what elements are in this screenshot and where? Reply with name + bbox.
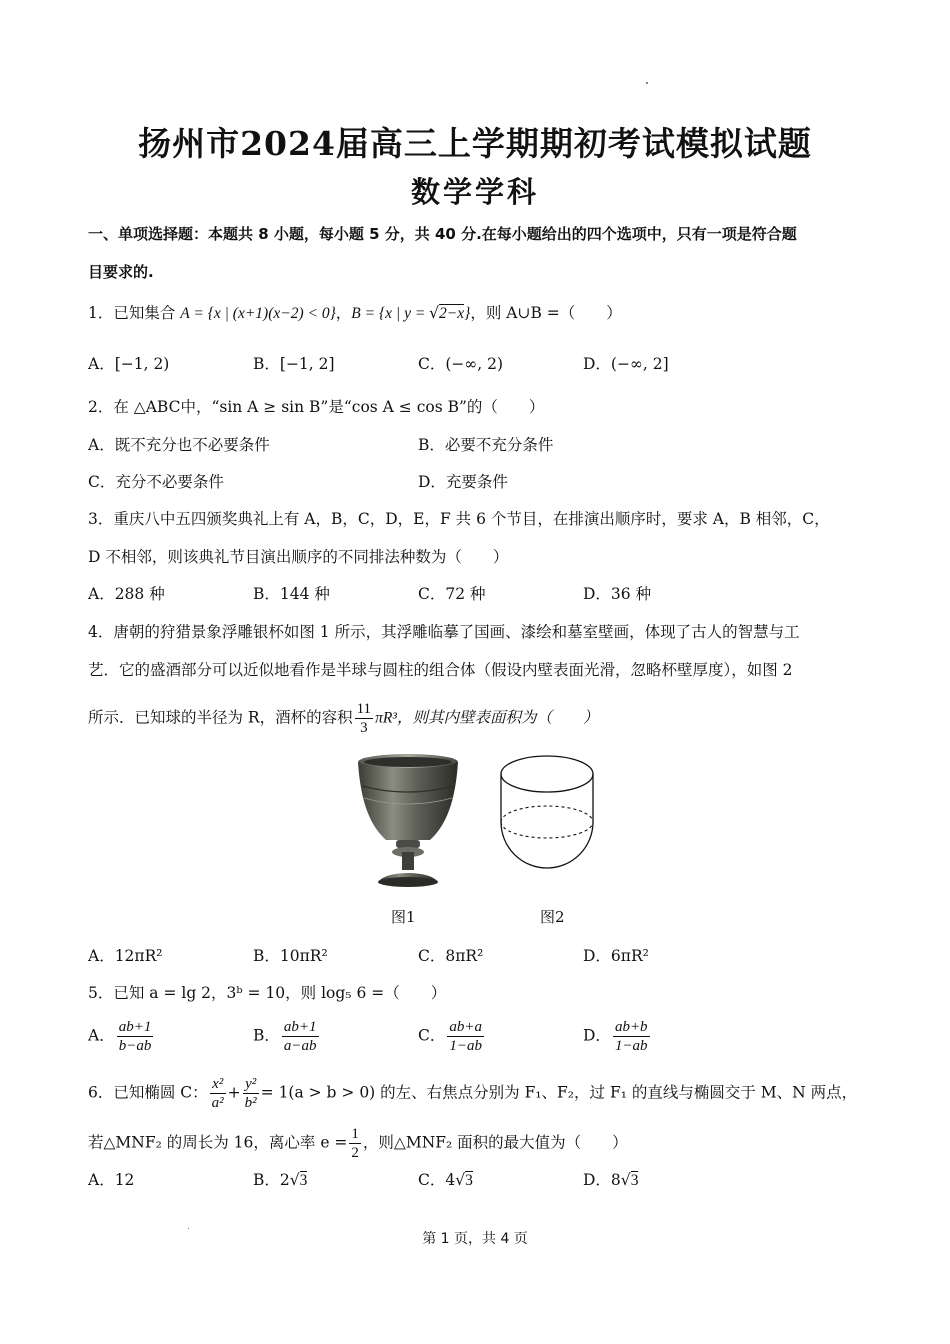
page-subtitle: 数学学科 — [410, 175, 539, 209]
question-3-option-a[interactable]: A．288 种 — [88, 585, 165, 603]
scan-dot — [646, 82, 648, 84]
question-1-stem: 1．已知集合 A = {x | (x+1)(x−2) < 0}，B = {x | y = √2−x}，则 A∪B =（ ） — [88, 304, 622, 322]
section-header-line2: 目要求的. — [88, 263, 154, 281]
figure-1-caption: 图1 — [391, 908, 416, 926]
volume-fraction: $\frac{11}{3}$ — [356, 701, 372, 736]
section-header-line1: 一、单项选择题：本题共 8 小题，每小题 5 分，共 40 分.在每小题给出的四个选项中，只有一项是符合题 — [88, 225, 797, 243]
question-3-line1: 3．重庆八中五四颁奖典礼上有 A，B，C，D，E，F 共 6 个节目，在排演出顺序时，要求 A，B 相邻，C， — [88, 510, 830, 528]
question-2-stem: 2．在 △ABC中，“sin A ≥ sin B”是“cos A ≤ cos B”的（ ） — [88, 398, 545, 416]
question-6-option-a[interactable]: A．12 — [88, 1171, 135, 1189]
page-footer: 第 1 页，共 4 页 — [422, 1231, 528, 1247]
question-2-option-d[interactable]: D．充要条件 — [418, 473, 508, 491]
question-6-line1: 6．已知椭圆 C： $\frac{\text{x²}}{\text{a²}}$ + $\frac{\text{y²}}{\text{b²}}$ = 1(a > b > 0) 的左、右焦点分别为 F₁、F₂，过 F₁ 的直线与椭圆交于 M、N 两点， — [88, 1076, 858, 1111]
question-4-line1: 4．唐朝的狩猎景象浮雕银杯如图 1 所示，其浮雕临摹了国画、漆绘和墓室壁画，体现了古人的智慧与工 — [88, 623, 800, 641]
question-5-option-b[interactable]: B． $\frac{ab+1}{a-ab}$ — [253, 1019, 317, 1054]
question-2-option-c[interactable]: C．充分不必要条件 — [88, 473, 224, 491]
question-2-option-a[interactable]: A．既不充分也不必要条件 — [88, 436, 270, 454]
figure-2-caption: 图2 — [540, 908, 565, 926]
question-3-line2: D 不相邻，则该典礼节目演出顺序的不同排法种数为（ ） — [88, 548, 509, 566]
question-6-line2: 若△MNF₂ 的周长为 16，离心率 e = $\frac{1}{2}$ ，则△MNF₂ 面积的最大值为（ ） — [88, 1126, 628, 1161]
question-4-line2: 艺．它的盛酒部分可以近似地看作是半球与圆柱的组合体（假设内壁表面光滑，忽略杯壁厚度），如图 2 — [88, 661, 793, 679]
question-3-option-c[interactable]: C．72 种 — [418, 585, 486, 603]
question-5-option-c[interactable]: C． $\frac{ab+a}{1-ab}$ — [418, 1019, 482, 1054]
question-4-option-a[interactable]: A．12πR² — [88, 947, 163, 965]
question-1-option-c[interactable]: C．(−∞, 2) — [418, 355, 504, 373]
question-6-option-c[interactable]: C．4√3 — [418, 1171, 473, 1189]
question-3-option-d[interactable]: D．36 种 — [583, 585, 652, 603]
question-2-option-b[interactable]: B．必要不充分条件 — [418, 436, 554, 454]
hemisphere-cylinder-figure — [496, 752, 598, 890]
page-title: 扬州市2024届高三上学期期初考试模拟试题 — [138, 124, 812, 163]
question-4-option-b[interactable]: B．10πR² — [253, 947, 328, 965]
question-3-option-b[interactable]: B．144 种 — [253, 585, 330, 603]
question-1-option-a[interactable]: A．[−1, 2) — [88, 355, 170, 373]
question-5-option-d[interactable]: D． $\frac{ab+b}{1-ab}$ — [583, 1019, 648, 1054]
silver-cup-figure — [352, 752, 464, 890]
question-6-option-b[interactable]: B．2√3 — [253, 1171, 308, 1189]
question-4-option-d[interactable]: D．6πR² — [583, 947, 649, 965]
question-5-option-a[interactable]: A． $\frac{ab+1}{b-ab}$ — [88, 1019, 152, 1054]
question-1-option-b[interactable]: B．[−1, 2] — [253, 355, 335, 373]
question-4-option-c[interactable]: C．8πR² — [418, 947, 484, 965]
question-6-option-d[interactable]: D．8√3 — [583, 1171, 639, 1189]
question-1-option-d[interactable]: D．(−∞, 2] — [583, 355, 669, 373]
question-5-stem: 5．已知 a = lg 2，3ᵇ = 10，则 log₅ 6 =（ ） — [88, 984, 447, 1002]
question-4-line3: 所示．已知球的半径为 R，酒杯的容积 $\frac{11}{3}$ πR³，则其内壁表面积为（ ） — [88, 701, 599, 736]
